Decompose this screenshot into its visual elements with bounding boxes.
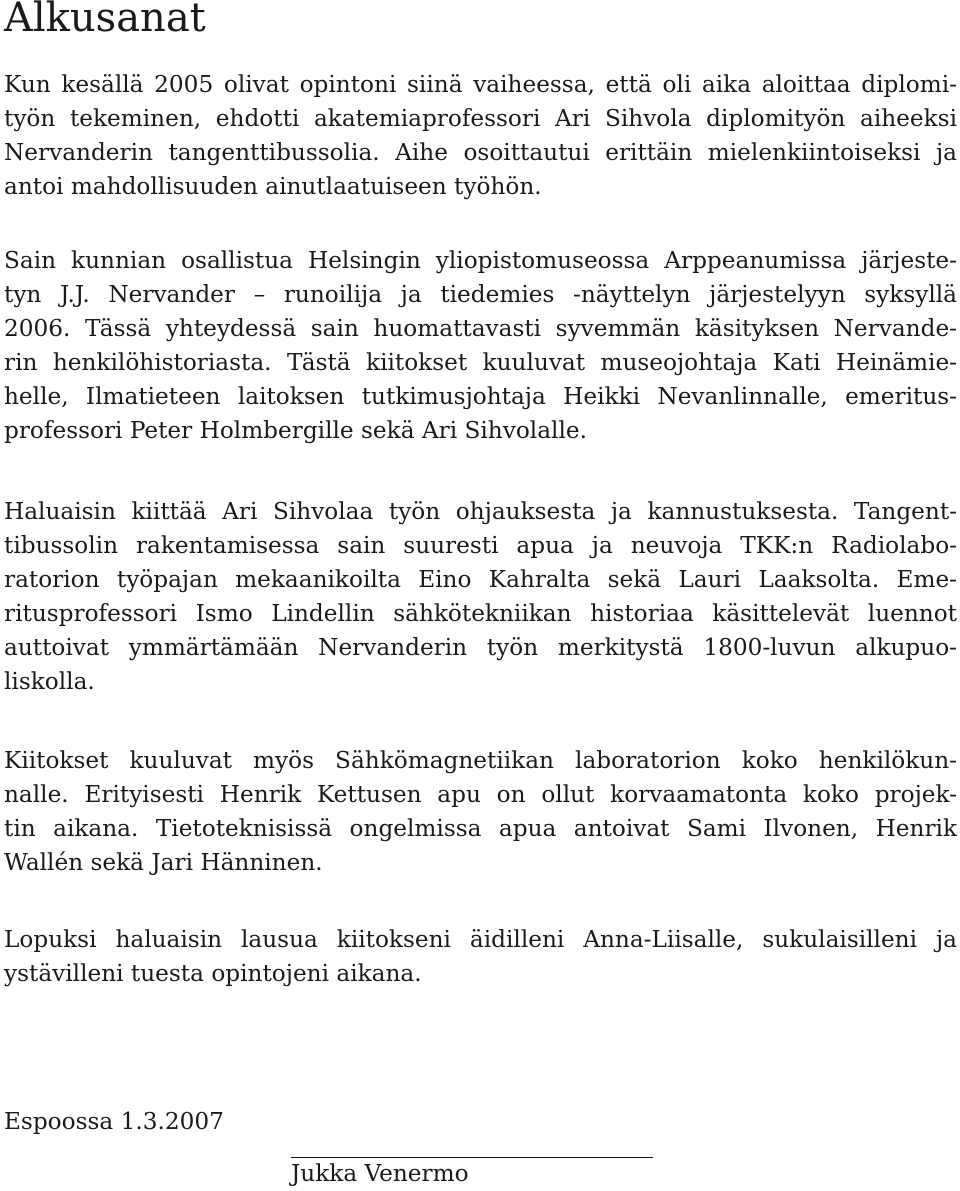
text-line: liskolla. bbox=[4, 668, 95, 695]
paragraph-1 bbox=[4, 68, 957, 204]
text-line: Wallén sekä Jari Hänninen. bbox=[4, 849, 323, 876]
text-line: Lopuksi haluaisin lausua kiitokseni äidilleni Anna-Liisalle, sukulaisilleni ja bbox=[4, 926, 957, 953]
text-line: auttoivat ymmärtämään Nervanderin työn merkitystä 1800-luvun alkupuo- bbox=[4, 634, 957, 661]
text-line: helle, Ilmatieteen laitoksen tutkimusjohtaja Heikki Nevanlinnalle, emeritus- bbox=[4, 383, 957, 410]
signature-name: Jukka Venermo bbox=[291, 1160, 469, 1187]
paragraph-5 bbox=[4, 923, 957, 991]
text-line: ritusprofessori Ismo Lindellin sähkötekniikan historiaa käsittelevät luennot bbox=[4, 600, 957, 627]
place-and-date: Espoossa 1.3.2007 bbox=[4, 1108, 224, 1135]
text-line: Nervanderin tangenttibussolia. Aihe osoittautui erittäin mielenkiintoiseksi ja bbox=[4, 139, 957, 166]
paragraph-4 bbox=[4, 744, 957, 880]
paragraph-2 bbox=[4, 244, 957, 448]
text-line: Haluaisin kiittää Ari Sihvolaa työn ohjauksesta ja kannustuksesta. Tangent- bbox=[4, 498, 957, 525]
page-title: Alkusanat bbox=[4, 0, 206, 41]
text-line: ystävilleni tuesta opintojeni aikana. bbox=[4, 960, 422, 987]
text-line: nalle. Erityisesti Henrik Kettusen apu on ollut korvaamatonta koko projek- bbox=[4, 781, 957, 808]
text-line: työn tekeminen, ehdotti akatemiaprofessori Ari Sihvola diplomityön aiheeksi bbox=[4, 105, 957, 132]
text-line: tyn J.J. Nervander – runoilija ja tiedemies -näyttelyn järjestelyyn syksyllä bbox=[4, 281, 957, 308]
text-line: antoi mahdollisuuden ainutlaatuiseen työhön. bbox=[4, 173, 542, 200]
text-line: professori Peter Holmbergille sekä Ari Sihvolalle. bbox=[4, 417, 587, 444]
text-line: tibussolin rakentamisessa sain suuresti apua ja neuvoja TKK:n Radiolabo- bbox=[4, 532, 957, 559]
text-line: tin aikana. Tietoteknisissä ongelmissa apua antoivat Sami Ilvonen, Henrik bbox=[4, 815, 957, 842]
text-line: Sain kunnian osallistua Helsingin yliopistomuseossa Arppeanumissa järjeste- bbox=[4, 247, 957, 274]
paragraph-3 bbox=[4, 495, 957, 699]
text-line: Kun kesällä 2005 olivat opintoni siinä vaiheessa, että oli aika aloittaa diplomi- bbox=[4, 71, 957, 98]
text-line: 2006. Tässä yhteydessä sain huomattavasti syvemmän käsityksen Nervande- bbox=[4, 315, 957, 342]
text-line: rin henkilöhistoriasta. Tästä kiitokset kuuluvat museojohtaja Kati Heinämie- bbox=[4, 349, 957, 376]
text-line: Kiitokset kuuluvat myös Sähkömagnetiikan laboratorion koko henkilökun- bbox=[4, 747, 957, 774]
text-line: ratorion työpajan mekaanikoilta Eino Kahralta sekä Lauri Laaksolta. Eme- bbox=[4, 566, 957, 593]
